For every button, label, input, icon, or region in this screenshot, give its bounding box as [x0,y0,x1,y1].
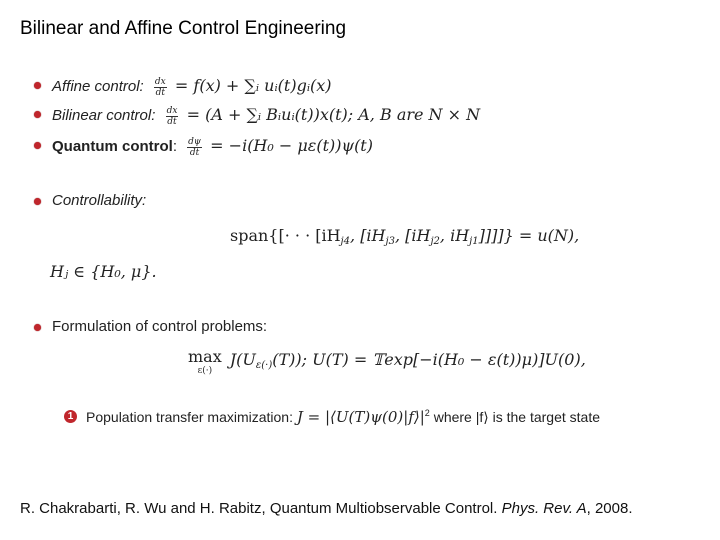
span-equation: span{[· · · [$iH_{j4}$, [$iH_{j3}$, [$iH_{j2}$, $iH_{j1}]]]]\} = u(N)$, [230,226,580,247]
controllability-label: Controllability [52,192,143,209]
bullet-dot [34,324,41,331]
hj-set: Hⱼ ∈ {H₀, μ}. [50,262,157,281]
bilinear-label: Bilinear control [52,107,152,124]
quantum-label: Quantum control [52,138,173,155]
affine-control-line: Affine control: $\frac{dx}{dt}$ = f(x) + ∑ᵢ uᵢ(t)gᵢ(x) [52,76,332,98]
formulation-label: Formulation of control problems: [52,318,268,335]
citation [20,500,633,517]
population-transfer-line: Population transfer maximization: $J = |⟨U(T)\psi(0)|f⟩|^2$ where |f⟩ is the target state [86,408,600,426]
affine-equation: = f(x) + ∑ᵢ uᵢ(t)gᵢ(x) [174,76,332,95]
bullet-dot [34,82,41,89]
controllability-line: Controllability: [52,192,147,209]
bilinear-control-line: Bilinear control: $\frac{dx}{dt}$ = (A + ∑ᵢ Bᵢuᵢ(t))x(t); A, B are N × N [52,105,481,127]
item-number-badge: 1 [64,410,77,423]
bilinear-equation: = (A + ∑ᵢ Bᵢuᵢ(t))x(t); A, B are N × N [186,105,481,124]
dxdt-fraction: $\frac{dx}{dt}$ [166,105,178,127]
bullet-dot [34,198,41,205]
dpsidt-fraction: $\frac{d\psi}{dt}$ [188,136,201,158]
affine-label: Affine control [52,78,140,95]
citation-journal: Phys. Rev. A [501,500,587,517]
bullet-dot [34,111,41,118]
citation-year: , 2008. [586,500,633,517]
bullet-dot [34,142,41,149]
objective-equation: max ε(·) $J(U_{\varepsilon(\cdot)}(T))$; U(T) = 𝕋exp[−i(H₀ − ε(t))μ)]U(0), [188,347,586,376]
quantum-equation: = −i(H₀ − με(t))ψ(t) [210,136,373,155]
max-operator: max ε(·) [188,347,222,376]
citation-authors: R. Chakrabarti, R. Wu and H. Rabitz, Quantum Multiobservable Control. [20,500,498,517]
quantum-control-line: Quantum control: $\frac{d\psi}{dt}$ = −i(H₀ − με(t))ψ(t) [52,136,373,158]
slide-title: Bilinear and Affine Control Engineering [20,18,347,39]
dxdt-fraction: $\frac{dx}{dt}$ [154,76,166,98]
